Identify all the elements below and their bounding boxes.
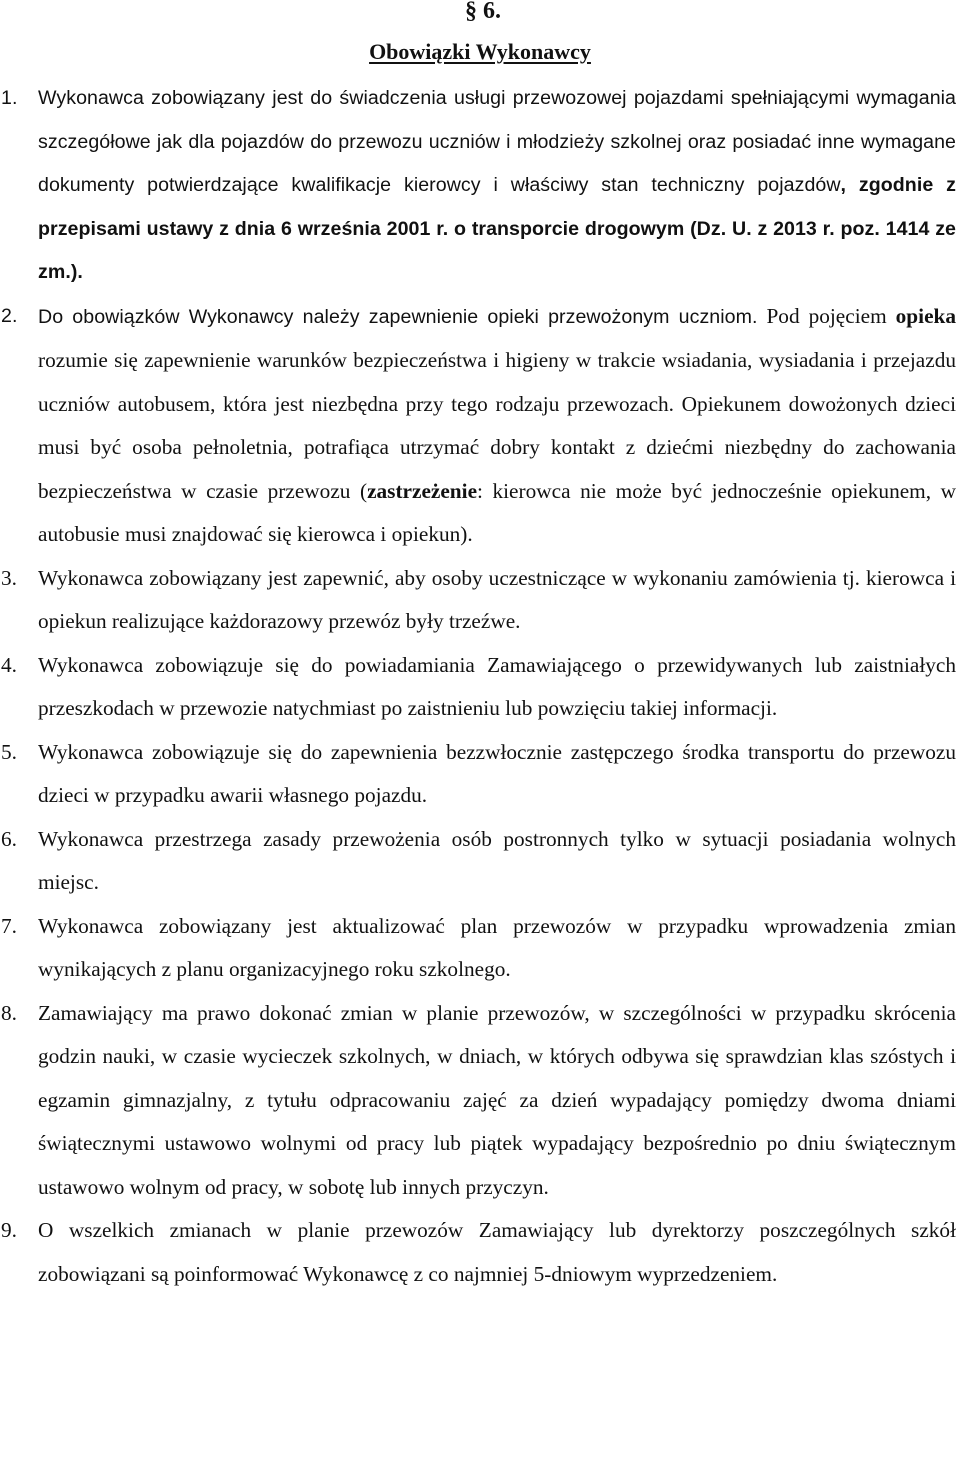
list-item-3 xyxy=(0,557,960,644)
list-item-number: 2. xyxy=(1,304,18,327)
list-item-6 xyxy=(0,818,960,905)
list-item-7 xyxy=(0,905,960,992)
list-item-text: Zamawiający ma prawo dokonać zmian w planie przewozów, w szczególności w przypadku skrócenia godzin nauki, w czasie wycieczek szkolnych, w dniach, w których odbywa się sprawdzian klas szóstych i egzamin gimnazjalny, z tytułu odpracowaniu zajęć za dzień wypadający pomiędzy dwoma dniami świątecznymi ustawowo wolnymi od pracy lub piątek wypadający bezpośrednio po dniu świątecznym ustawowo wolnym od pracy, w sobotę lub innych przyczyn. xyxy=(38,1000,956,1199)
list-item-5 xyxy=(0,731,960,818)
list-item-number: 3. xyxy=(1,565,17,590)
term-opieka: opieka xyxy=(895,303,957,328)
list-item-number: 4. xyxy=(1,652,17,677)
list-item-text: Wykonawca zobowiązany jest zapewnić, aby osoby uczestniczące w wykonaniu zamówienia tj. kierowca i opiekun realizujące każdorazowy przewóz były trzeźwe. xyxy=(38,565,956,633)
list-item-text: O wszelkich zmianach w planie przewozów Zamawiający lub dyrektorzy poszczególnych szkół zobowiązani są poinformować Wykonawcę z co najmniej 5-dniowym wyprzedzeniem. xyxy=(38,1218,956,1286)
list-item-9 xyxy=(0,1209,960,1296)
list-item-text: Wykonawca przestrzega zasady przewożenia osób postronnych tylko w sytuacji posiadania wolnych miejsc. xyxy=(38,826,956,894)
list-item-8 xyxy=(0,992,960,1210)
list-item-number: 6. xyxy=(1,826,17,851)
list-item-1 xyxy=(0,77,960,295)
list-item-number: 7. xyxy=(1,913,17,938)
list-item-number: 8. xyxy=(1,1000,17,1025)
list-item-2 xyxy=(0,295,960,557)
list-item-text: Do obowiązków Wykonawcy należy zapewnienie opieki przewożonym uczniom. xyxy=(38,305,758,328)
list-item-number: 5. xyxy=(1,739,17,764)
list-item-text: Wykonawca zobowiązuje się do zapewnienia bezzwłocznie zastępczego środka transportu do przewozu dzieci w przypadku awarii własnego pojazdu. xyxy=(38,739,956,807)
list-item-text: Pod pojęciem xyxy=(757,303,896,328)
section-number: § 6. xyxy=(465,0,501,24)
list-item-text: rozumie się zapewnienie warunków bezpieczeństwa i higieny w trakcie wsiadania, wysiadania i przejazdu uczniów autobusem, która jest niezbędna przy tego rodzaju przewozach. Opiekunem dowożonych dzieci musi być osoba pełnoletnia, potrafiąca utrzymać dobry kontakt z dziećmi niezbędny do zachowania bezpieczeństwa w czasie przewozu ( xyxy=(38,348,956,503)
list-item-number: 1. xyxy=(1,87,18,109)
section-title: Obowiązki Wykonawcy xyxy=(369,39,591,64)
list-item-4 xyxy=(0,644,960,731)
term-zastrzezenie: zastrzeżenie xyxy=(367,478,478,503)
list-item-number: 9. xyxy=(1,1218,17,1242)
list-item-text: : kierowca nie może być jednocześnie opiekunem, w autobusie musi znajdować się kierowca i opiekun). xyxy=(38,478,956,546)
list-item-text: Wykonawca zobowiązuje się do powiadamiania Zamawiającego o przewidywanych lub zaistniałych przeszkodach w przewozie natychmiast po zaistnieniu lub powzięciu takiej informacji. xyxy=(38,652,956,720)
obligations-list xyxy=(0,77,960,1296)
list-item-text: Wykonawca zobowiązany jest do świadczenia usługi przewozowej pojazdami spełniającymi wymagania szczegółowe jak dla pojazdów do przewozu uczniów i młodzieży szkolnej oraz posiadać inne wymagane dokumenty potwierdzające kwalifikacje kierowcy i właściwy stan techniczny pojazdów xyxy=(38,87,956,196)
list-item-legal-reference: , zgodnie z przepisami ustawy z dnia 6 września 2001 r. o transporcie drogowym (Dz. U. z 2013 r. poz. 1414 ze zm.). xyxy=(38,174,956,283)
list-item-text: Wykonawca zobowiązany jest aktualizować plan przewozów w przypadku wprowadzenia zmian wynikających z planu organizacyjnego roku szkolnego. xyxy=(38,913,956,981)
